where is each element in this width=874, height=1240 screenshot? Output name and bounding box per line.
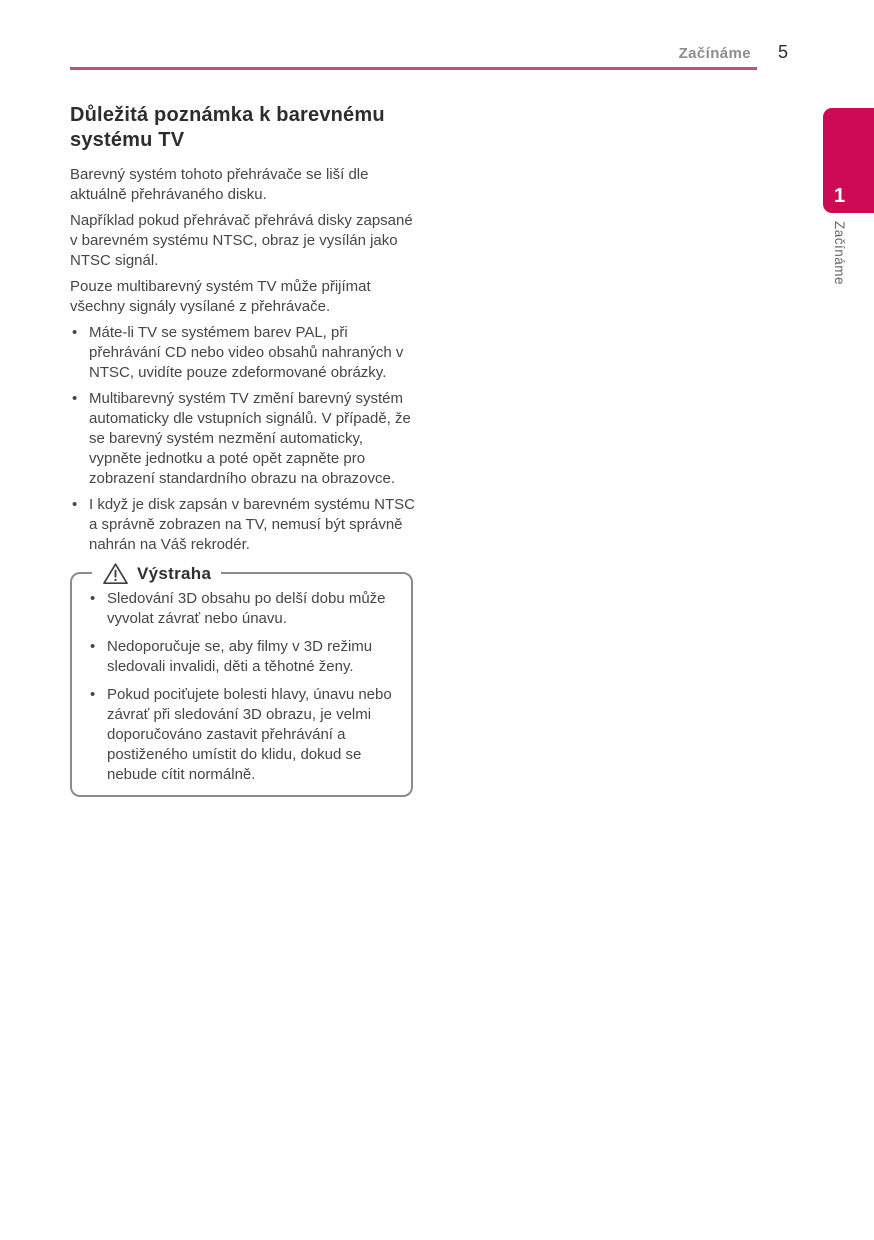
warning-title-text: Výstraha (137, 563, 212, 583)
list-item: • Pokud pociťujete bolesti hlavy, únavu nebo závrať při sledování 3D obrazu, je velmi doporučováno zastavit přehrávání a postiženého umístit do klidu, dokud se nebude cítit normálně. (88, 685, 401, 785)
running-header (70, 42, 788, 63)
list-item: • Nedoporučuje se, aby filmy v 3D režimu sledovali invalidi, děti a těhotné ženy. (88, 637, 401, 677)
list-item: • Multibarevný systém TV změní barevný systém automaticky dle vstupních signálů. V případě, že se barevný systém nezmění automaticky, vypněte jednotku a poté opět zapněte pro zobrazení standardního obrazu na obrazovce. (70, 389, 415, 489)
list-item: • Sledování 3D obsahu po delší dobu může vyvolat závrať nebo únavu. (88, 589, 401, 629)
warning-box (70, 563, 413, 797)
header-section-label: Začínáme (678, 45, 751, 62)
page-title: Důležitá poznámka k barevnému systému TV (70, 104, 385, 151)
list-item: • Máte-li TV se systémem barev PAL, při přehrávání CD nebo video obsahů nahraných v NTSC, uvidíte pouze zdeformované obrázky. (70, 323, 415, 383)
bullet-list (70, 323, 415, 555)
warning-triangle-icon (102, 562, 129, 586)
chapter-tab (823, 108, 874, 213)
main-column (70, 103, 415, 797)
paragraph: Barevný systém tohoto přehrávače se liší dle aktuálně přehrávaného disku. (70, 166, 369, 203)
chapter-side-label: Začínáme (832, 221, 847, 286)
chapter-number: 1 (834, 185, 846, 207)
header-rule (70, 67, 757, 70)
warning-bullet-list (88, 589, 401, 785)
paragraph: Pouze multibarevný systém TV může přijímat všechny signály vysílané z přehrávače. (70, 278, 371, 315)
list-item: • I když je disk zapsán v barevném systému NTSC a správně zobrazen na TV, nemusí být správně nahrán na Váš rekrodér. (70, 495, 415, 555)
page-number: 5 (777, 42, 788, 62)
warning-box-title (92, 560, 221, 587)
paragraph: Například pokud přehrávač přehrává disky zapsané v barevném systému NTSC, obraz je vysílán jako NTSC signál. (70, 212, 413, 269)
